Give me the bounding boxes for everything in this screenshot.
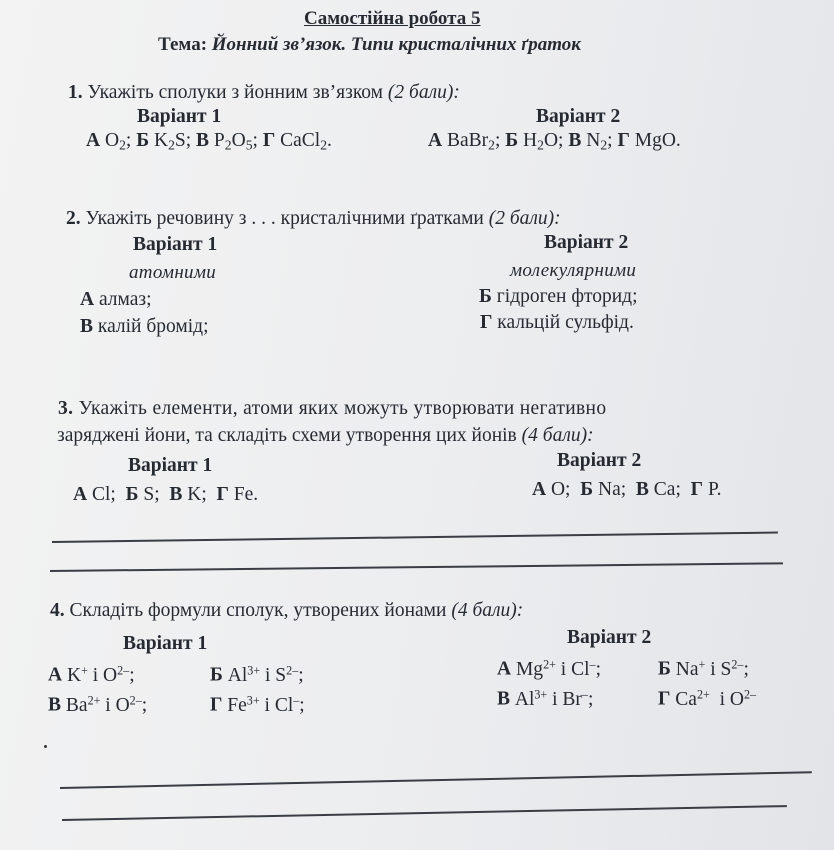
option-letter: А — [497, 658, 512, 680]
q4-v1-option-b — [210, 663, 304, 687]
question-1-text — [68, 82, 460, 104]
option-formula: $P_2O_5$; — [213, 130, 258, 153]
option-0 — [658, 659, 749, 680]
option-letter: В — [568, 130, 582, 151]
question-1-body: Укажіть сполуки з йонним зв’язком — [87, 82, 384, 103]
option-letter: Б — [658, 658, 671, 680]
q1-variant-1-heading: Варіант 1 — [137, 106, 222, 127]
q4-answer-line-1 — [60, 771, 812, 788]
option-formula: $H_2O$; — [523, 130, 564, 153]
q3-answer-line-1 — [52, 531, 778, 542]
option-formula: S; — [143, 484, 160, 505]
page-subtitle — [158, 34, 581, 56]
option-0 — [210, 665, 304, 686]
q1-variant-2-heading: Варіант 2 — [536, 106, 621, 127]
question-3-body-1: Укажіть елементи, атоми яких можуть утворювати негативно — [78, 398, 607, 419]
option-formula: $Ba^{2+}$ і $O^{2-}$; — [65, 693, 148, 716]
q1-variant-2-options — [428, 130, 681, 153]
q2-variant-2-heading: Варіант 2 — [544, 232, 629, 253]
option-0 — [86, 130, 131, 151]
option-letter: А — [48, 664, 63, 686]
question-2-body: Укажіть речовину з . . . кристалічними ґратками — [85, 208, 484, 229]
q2-variant-2-lattice-type: молекулярними — [510, 260, 637, 281]
page-title: Самостійна робота 5 — [304, 8, 481, 29]
option-0 — [428, 130, 500, 151]
option-formula: Cl; — [91, 484, 116, 505]
option-letter: Б — [136, 130, 150, 151]
option-1 — [126, 484, 160, 505]
question-3-body-2: заряджені йони, та складіть схеми утворення цих йонів — [57, 425, 517, 446]
option-letter: В — [196, 130, 210, 151]
option-letter: В — [635, 479, 649, 500]
option-formula: $N_2$; — [586, 130, 613, 153]
option-formula: $Fe^{3+}$ і Cl–; — [227, 693, 305, 716]
option-formula: Fe. — [233, 484, 259, 505]
option-letter: А — [86, 130, 101, 151]
option-letter: Б — [125, 484, 139, 505]
option-formula: $Mg^{2+}$ і Cl–; — [515, 657, 601, 680]
q2-option-b-letter: Б — [479, 286, 492, 307]
option-formula: K; — [187, 484, 207, 505]
option-formula: MgO. — [634, 130, 681, 151]
q2-option-b — [479, 286, 638, 308]
option-3 — [263, 130, 332, 151]
question-3-number: 3. — [58, 398, 74, 419]
question-4-points: (4 бали): — [451, 600, 524, 621]
q4-v1-option-g — [210, 693, 305, 717]
option-1 — [580, 479, 626, 500]
question-2-points: (2 бали): — [488, 208, 561, 229]
option-letter: В — [497, 688, 511, 710]
q2-option-g — [480, 312, 634, 334]
option-0 — [210, 695, 305, 716]
option-2 — [169, 484, 206, 505]
question-2-number: 2. — [66, 208, 81, 229]
question-3-line-2 — [57, 425, 594, 447]
q3-variant-2-options — [532, 479, 722, 501]
option-letter: Б — [580, 479, 594, 500]
q2-option-v-letter: В — [80, 316, 94, 337]
q2-option-v-text: калій бромід; — [97, 316, 209, 337]
question-4-number: 4. — [50, 600, 65, 621]
option-letter: В — [169, 484, 183, 505]
option-letter: Г — [210, 694, 223, 716]
subtitle-topic: Йонний зв’язок. Типи кристалічних ґраток — [211, 34, 581, 55]
option-formula: $O_2$; — [104, 130, 132, 153]
question-3-line-1 — [58, 398, 606, 420]
option-letter: Б — [210, 664, 223, 686]
option-letter: Г — [216, 484, 229, 505]
option-1 — [136, 130, 191, 151]
q2-option-g-text: кальцій сульфід. — [497, 312, 634, 333]
q4-v1-option-v — [48, 693, 147, 717]
q2-option-g-letter: Г — [480, 312, 493, 333]
option-0 — [532, 479, 570, 500]
option-formula: Na; — [598, 479, 627, 500]
option-letter: Г — [658, 688, 671, 710]
option-3 — [617, 130, 680, 151]
question-4-text — [50, 600, 523, 622]
option-formula: Ca; — [653, 479, 681, 500]
option-2 — [196, 130, 258, 151]
q2-option-a — [80, 289, 152, 311]
q2-option-v — [80, 316, 209, 338]
q4-v2-option-v — [497, 687, 593, 711]
q3-variant-1-heading: Варіант 1 — [128, 455, 213, 476]
q2-variant-1-lattice-type: атомними — [129, 262, 217, 283]
option-letter: А — [73, 484, 88, 505]
option-formula: O; — [550, 479, 571, 500]
option-letter: Г — [262, 130, 276, 151]
q4-variant-1-heading: Варіант 1 — [123, 633, 208, 654]
question-1-number: 1. — [68, 82, 83, 103]
q4-v2-option-b — [658, 657, 749, 681]
q2-option-b-text: гідроген фторид; — [496, 286, 638, 307]
q2-option-a-text: алмаз; — [98, 289, 152, 310]
option-formula: BaBr$_2$; — [446, 130, 501, 153]
option-formula: K+ і $O^{2-}$; — [66, 663, 135, 686]
question-4-body: Складіть формули сполук, утворених йонами — [69, 600, 447, 621]
option-letter: Б — [505, 130, 519, 151]
q3-answer-line-2 — [50, 562, 783, 571]
q4-v2-option-g — [658, 687, 756, 711]
question-1-points: (2 бали): — [387, 82, 460, 103]
q4-variant-2-heading: Варіант 2 — [567, 627, 652, 648]
q4-answer-line-2 — [62, 805, 787, 820]
q2-variant-1-heading: Варіант 1 — [133, 234, 218, 255]
subtitle-prefix: Тема: — [158, 34, 212, 55]
option-formula: Na+ і $S^{2-}$; — [675, 657, 749, 680]
option-0 — [497, 689, 593, 710]
option-letter: А — [532, 479, 547, 500]
stray-dot — [44, 745, 47, 748]
option-formula: $Al^{3+}$ і $S^{2-}$; — [227, 663, 304, 686]
q3-variant-2-heading: Варіант 2 — [557, 450, 642, 471]
option-0 — [73, 484, 116, 505]
q4-v2-option-a — [497, 657, 601, 681]
option-letter: Г — [617, 130, 630, 151]
question-2-text — [66, 208, 561, 230]
option-2 — [568, 130, 612, 151]
option-1 — [505, 130, 563, 151]
option-formula: $K_2S$; — [153, 130, 192, 153]
q2-option-a-letter: А — [80, 289, 95, 310]
question-3-points: (4 бали): — [521, 425, 594, 446]
option-0 — [658, 689, 756, 710]
option-0 — [497, 659, 601, 680]
option-0 — [48, 695, 147, 716]
q1-variant-1-options — [86, 130, 332, 153]
option-3 — [691, 479, 722, 500]
option-formula: CaCl$_2$. — [280, 130, 332, 153]
option-formula: $Ca^{2+}$ і $O^{2-}$ — [675, 687, 757, 710]
q3-variant-1-options — [73, 484, 258, 506]
option-letter: Г — [690, 479, 704, 500]
q4-v1-option-a — [48, 663, 135, 687]
option-formula: $Al^{3+}$ і Br–; — [514, 687, 594, 710]
option-3 — [217, 484, 259, 505]
option-letter: В — [48, 694, 62, 716]
option-formula: P. — [707, 479, 722, 500]
option-letter: А — [428, 130, 443, 151]
option-0 — [48, 665, 135, 686]
option-2 — [636, 479, 681, 500]
